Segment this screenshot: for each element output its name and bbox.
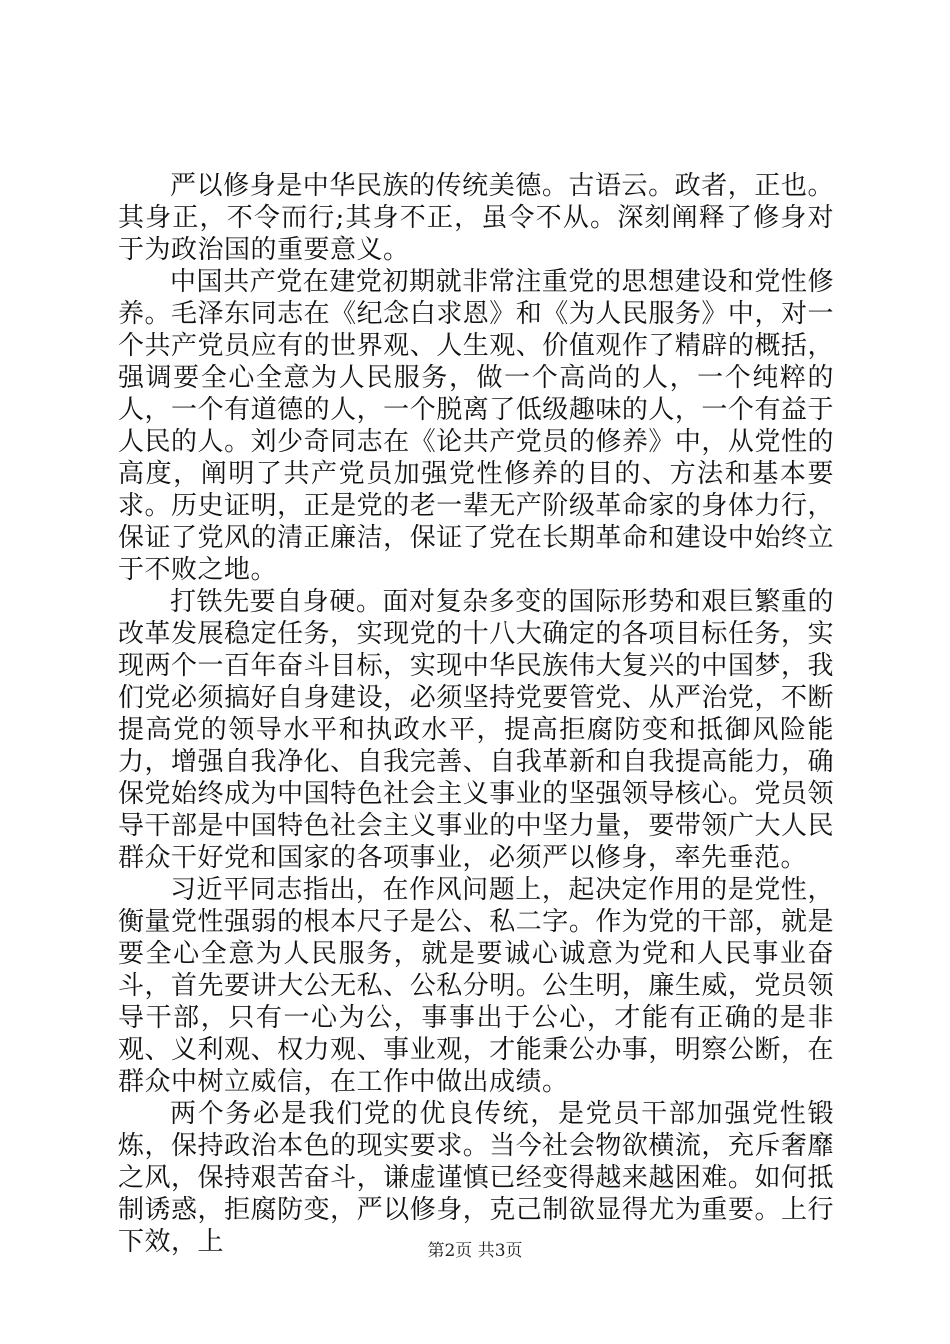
paragraph: 两个务必是我们党的优良传统，是党员干部加强党性锻炼，保持政治本色的现实要求。当今社会物欲横流，充斥奢靡之风，保持艰苦奋斗，谦虚谨慎已经变得越来越困难。如何抵制诱惑，拒腐防变，严以修身，克己制欲显得尤为重要。上行下效，上 xyxy=(118,1099,834,1257)
paragraph: 严以修身是中华民族的传统美德。古语云。政者，正也。其身正，不令而行;其身不正，虽令不从。深刻阐释了修身对于为政治国的重要意义。 xyxy=(118,171,834,265)
paragraph: 中国共产党在建党初期就非常注重党的思想建设和党性修养。毛泽东同志在《纪念白求恩》和《为人民服务》中，对一个共产党员应有的世界观、人生观、价值观作了精辟的概括，强调要全心全意为人民服务，做一个高尚的人，一个纯粹的人，一个有道德的人，一个脱离了低级趣味的人，一个有益于人民的人。刘少奇同志在《论共产党员的修养》中，从党性的高度，阐明了共产党员加强党性修养的目的、方法和基本要求。历史证明，正是党的老一辈无产阶级革命家的身体力行，保证了党风的清正廉洁，保证了党在长期革命和建设中始终立于不败之地。 xyxy=(118,267,834,585)
paragraph: 打铁先要自身硬。面对复杂多变的国际形势和艰巨繁重的改革发展稳定任务，实现党的十八大确定的各项目标任务，实现两个一百年奋斗目标，实现中华民族伟大复兴的中国梦，我们党必须搞好自身建设，必须坚持党要管党、从严治党，不断提高党的领导水平和执政水平，提高拒腐防变和抵御风险能力，增强自我净化、自我完善、自我革新和自我提高能力，确保党始终成为中国特色社会主义事业的坚强领导核心。党员领导干部是中国特色社会主义事业的中坚力量，要带领广大人民群众干好党和国家的各项事业，必须严以修身，率先垂范。 xyxy=(118,587,834,873)
paragraph: 习近平同志指出，在作风问题上，起决定作用的是党性，衡量党性强弱的根本尺子是公、私二字。作为党的干部，就是要全心全意为人民服务，就是要诚心诚意为党和人民事业奋斗，首先要讲大公无私、公私分明。公生明，廉生威，党员领导干部，只有一心为公，事事出于公心，才能有正确的是非观、义利观、权力观、事业观，才能秉公办事，明察公断，在群众中树立威信，在工作中做出成绩。 xyxy=(118,875,834,1097)
page-number-footer: 第2页 共3页 xyxy=(427,1241,523,1261)
document-body xyxy=(118,170,834,1258)
